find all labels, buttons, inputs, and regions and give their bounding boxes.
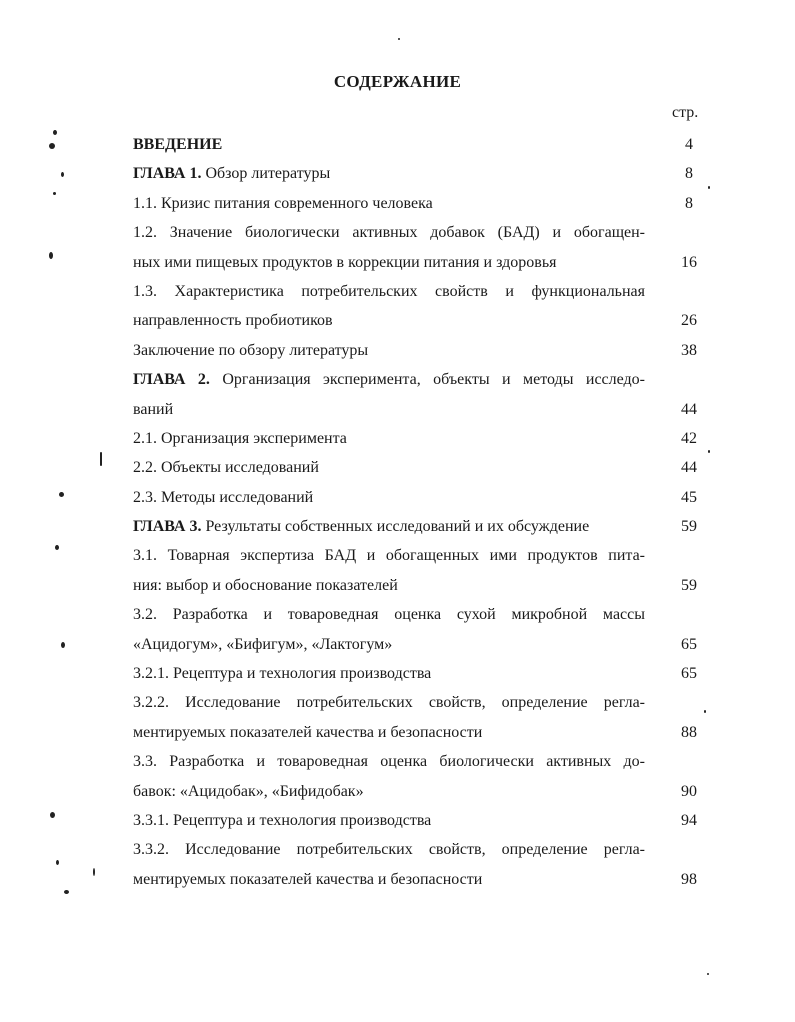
page-number: 26 — [681, 312, 697, 330]
page-number: 90 — [681, 782, 697, 800]
toc-entry — [133, 218, 703, 277]
toc-entry — [133, 659, 703, 688]
scan-speck — [64, 890, 69, 894]
page-title: СОДЕРЖАНИЕ — [333, 72, 462, 91]
toc-entry-line — [133, 512, 645, 541]
page-number: 8 — [685, 194, 693, 212]
toc-entry — [133, 541, 703, 600]
page-number: 8 — [685, 165, 693, 183]
scan-speck — [61, 642, 65, 648]
toc-entry — [133, 747, 703, 806]
toc-entry — [133, 688, 703, 747]
toc-entry-line — [133, 424, 645, 453]
toc-entry — [133, 835, 703, 894]
toc-entry-text: 2.3. Методы исследований — [133, 488, 314, 506]
toc-entry-text: Организация эксперимента, объекты и методы исследо- — [222, 371, 645, 389]
toc-entry-text: 3.3.1. Рецептура и технология производства — [133, 811, 432, 829]
toc-entry-first-line — [133, 218, 645, 247]
toc-entry-first-line — [133, 835, 645, 864]
toc-entry-first-line — [133, 541, 645, 570]
toc-entry — [133, 483, 703, 512]
scan-speck — [398, 38, 400, 40]
page-number: 59 — [681, 518, 697, 536]
page-number: 65 — [681, 635, 697, 653]
table-of-contents — [133, 130, 703, 894]
toc-entry-text: 1.1. Кризис питания современного человека — [133, 194, 433, 212]
toc-entry-line — [133, 189, 645, 218]
toc-entry-line — [133, 806, 645, 835]
toc-entry — [133, 365, 703, 424]
scan-speck — [93, 868, 95, 876]
toc-entry-text: 3.2.2. Исследование потребительских свойств, определение регла- — [133, 694, 645, 712]
toc-entry-line — [133, 483, 645, 512]
toc-entry-last-line: «Ацидогум», «Бифигум», «Лактогум» — [133, 635, 393, 653]
toc-entry-first-line — [133, 747, 645, 776]
page-number: 44 — [681, 459, 697, 477]
toc-entry-first-line — [133, 688, 645, 717]
chapter-prefix: ГЛАВА 2. — [133, 371, 210, 389]
toc-entry-last-line: ных ими пищевых продуктов в коррекции питания и здоровья — [133, 253, 557, 271]
toc-entry-text: 2.2. Объекты исследований — [133, 459, 319, 477]
toc-entry-text: 3.2.1. Рецептура и технология производства — [133, 665, 432, 683]
scan-speck — [53, 192, 56, 195]
page-number: 42 — [681, 429, 697, 447]
scan-speck — [49, 252, 53, 259]
scan-speck — [100, 452, 102, 466]
toc-entry-last-line: ментируемых показателей качества и безопасности — [133, 870, 483, 888]
toc-entry — [133, 130, 703, 159]
toc-entry-first-line — [133, 277, 645, 306]
toc-entry-text: Обзор литературы — [205, 165, 331, 183]
page-number: 98 — [681, 870, 697, 888]
toc-entry — [133, 277, 703, 336]
toc-entry-text: 3.3. Разработка и товароведная оценка биологически активных до- — [133, 753, 645, 771]
toc-entry-text: ВВЕДЕНИЕ — [133, 136, 223, 153]
toc-entry — [133, 336, 703, 365]
toc-entry-last-line: бавок: «Ацидобак», «Бифидобак» — [133, 782, 364, 800]
toc-entry-line — [133, 659, 645, 688]
scan-speck — [704, 710, 706, 713]
toc-entry-text: 3.1. Товарная экспертиза БАД и обогащенных ими продуктов пита- — [133, 547, 645, 565]
page-number: 88 — [681, 723, 697, 741]
toc-entry-first-line — [133, 600, 645, 629]
chapter-prefix: ГЛАВА 1. — [133, 165, 202, 183]
scan-speck — [53, 130, 57, 135]
toc-entry-first-line — [133, 365, 645, 394]
toc-entry-text: 2.1. Организация эксперимента — [133, 429, 347, 447]
toc-entry-text: 3.3.2. Исследование потребительских свойств, определение регла- — [133, 841, 645, 859]
toc-entry — [133, 512, 703, 541]
scan-speck — [56, 860, 59, 865]
toc-entry-last-line: ментируемых показателей качества и безопасности — [133, 723, 483, 741]
toc-entry-last-line: ния: выбор и обоснование показателей — [133, 576, 398, 594]
scan-speck — [49, 143, 55, 149]
toc-entry — [133, 424, 703, 453]
scan-speck — [707, 973, 709, 975]
page-number: 59 — [681, 576, 697, 594]
toc-entry — [133, 806, 703, 835]
page-number: 94 — [681, 811, 697, 829]
page-number: 45 — [681, 488, 697, 506]
toc-entry — [133, 189, 703, 218]
toc-entry-text: Заключение по обзору литературы — [133, 341, 369, 359]
toc-entry — [133, 453, 703, 482]
toc-entry-last-line: ваний — [133, 400, 174, 418]
scan-speck — [55, 545, 59, 550]
toc-entry — [133, 600, 703, 659]
page-number: 4 — [685, 136, 693, 153]
toc-entry — [133, 159, 703, 188]
scan-speck — [59, 492, 64, 497]
page-number: 16 — [681, 253, 697, 271]
toc-entry-line — [133, 336, 645, 365]
toc-entry-last-line: направленность пробиотиков — [133, 312, 333, 330]
page-number: 38 — [681, 341, 697, 359]
page-number: 44 — [681, 400, 697, 418]
scan-speck — [61, 172, 64, 177]
page-number: 65 — [681, 665, 697, 683]
toc-entry-line — [133, 159, 645, 188]
toc-entry-text: 1.3. Характеристика потребительских свойств и функциональная — [133, 282, 645, 300]
toc-entry-line — [133, 130, 645, 159]
toc-entry-text: 3.2. Разработка и товароведная оценка сухой микробной массы — [133, 606, 645, 624]
scan-speck — [708, 450, 710, 453]
scan-speck — [50, 812, 55, 818]
toc-entry-text: 1.2. Значение биологически активных добавок (БАД) и обогащен- — [133, 224, 645, 242]
toc-entry-text: Результаты собственных исследований и их обсуждение — [205, 518, 590, 536]
chapter-prefix: ГЛАВА 3. — [133, 518, 202, 536]
toc-entry-line — [133, 453, 645, 482]
page-column-label: стр. — [672, 104, 699, 121]
scan-speck — [708, 186, 710, 189]
